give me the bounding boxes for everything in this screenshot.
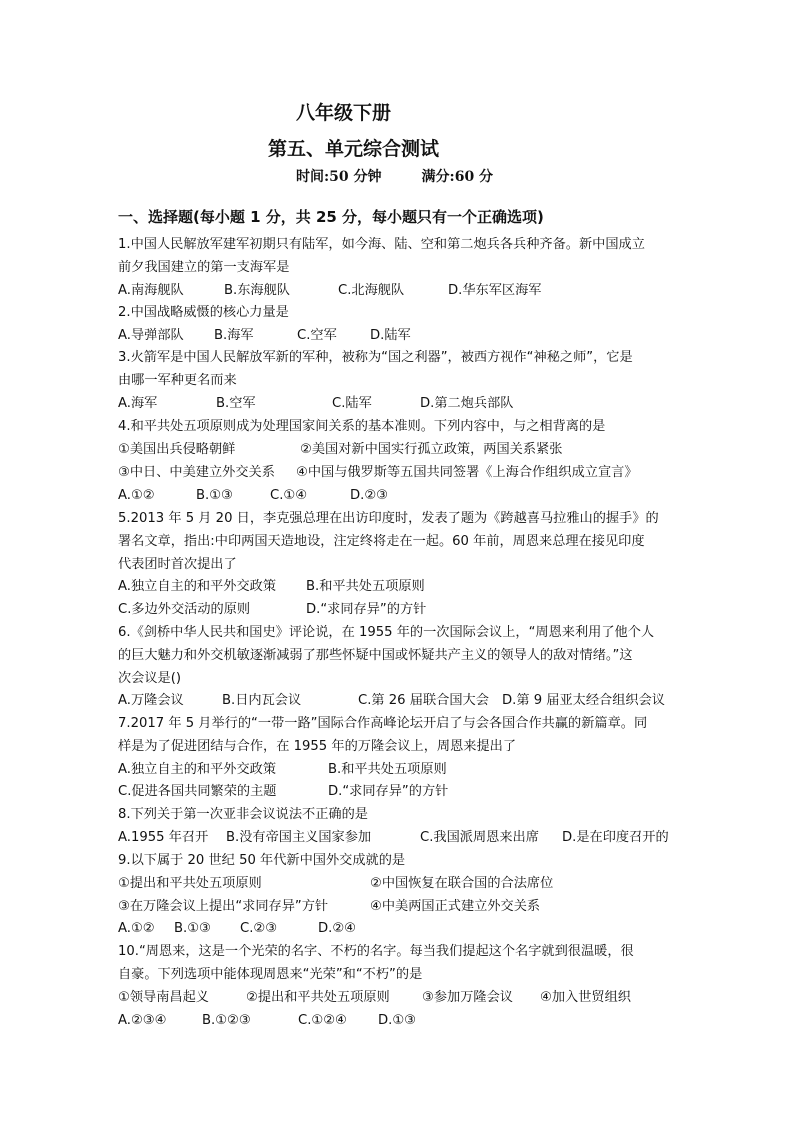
statement-item: ④加入世贸组织: [540, 990, 631, 1005]
option: A.①②: [118, 921, 155, 936]
option: C.促进各国共同繁荣的主题: [118, 784, 277, 799]
grade-title: 八年级下册: [296, 102, 392, 124]
question-text: 的巨大魅力和外交机敏逐渐减弱了那些怀疑中国或怀疑共产主义的领导人的敌对情绪。”这: [118, 648, 633, 663]
question-text: 由哪一军种更名而来: [118, 373, 237, 388]
full-score: 满分:60 分: [421, 169, 494, 185]
option: A.①②: [118, 488, 155, 503]
option: C.北海舰队: [338, 283, 405, 298]
option: C.陆军: [332, 396, 372, 411]
option: C.空军: [297, 328, 337, 343]
question-text: 自豪。下列选项中能体现周恩来“光荣”和“不朽”的是: [118, 967, 423, 982]
option: B.和平共处五项原则: [328, 762, 447, 777]
statement-item: ①提出和平共处五项原则: [118, 876, 262, 891]
option: C.多边外交活动的原则: [118, 602, 251, 617]
option: D.“求同存异”的方针: [306, 602, 427, 617]
option: C.①④: [270, 488, 308, 503]
question-text: 前夕我国建立的第一支海军是: [118, 260, 290, 275]
option: A.独立自主的和平外交政策: [118, 762, 277, 777]
question-text: 10.“周恩来，这是一个光荣的名字、不朽的名字。每当我们提起这个名字就到很温暖，很: [118, 944, 634, 959]
option: D.①③: [378, 1013, 416, 1028]
option: A.南海舰队: [118, 283, 184, 298]
option: A.②③④: [118, 1013, 167, 1028]
option: A.导弹部队: [118, 328, 184, 343]
option: B.日内瓦会议: [222, 693, 302, 708]
option: B.海军: [214, 328, 254, 343]
option: B.东海舰队: [224, 283, 290, 298]
option: A.海军: [118, 396, 158, 411]
statement-item: ③在万隆会议上提出“求同存异”方针: [118, 899, 329, 914]
option: B.①③: [174, 921, 211, 936]
question-text: 6.《剑桥中华人民共和国史》评论说，在 1955 年的一次国际会议上，“周恩来利用了他个人: [118, 625, 655, 640]
option: B.和平共处五项原则: [306, 579, 425, 594]
option: D.是在印度召开的: [562, 830, 669, 845]
option: D.②④: [318, 921, 356, 936]
statement-item: ①领导南昌起义: [118, 990, 209, 1005]
option: C.①②④: [298, 1013, 347, 1028]
option: C.我国派周恩来出席: [420, 830, 539, 845]
question-text: 1.中国人民解放军建军初期只有陆军，如今海、陆、空和第二炮兵各兵种齐备。新中国成立: [118, 237, 645, 252]
statement-item: ②提出和平共处五项原则: [246, 990, 390, 1005]
option: C.②③: [240, 921, 278, 936]
statement-item: ②中国恢复在联合国的合法席位: [370, 876, 554, 891]
time-limit: 时间:50 分钟: [296, 169, 382, 185]
statement-item: ④中国与俄罗斯等五国共同签署《上海合作组织成立宣言》: [296, 465, 638, 480]
question-text: 5.2013 年 5 月 20 日，李克强总理在出访印度时，发表了题为《跨越喜马拉雅山的握手》的: [118, 511, 659, 526]
question-text: 7.2017 年 5 月举行的“一带一路”国际合作高峰论坛开启了与会各国合作共赢的新篇章。同: [118, 716, 648, 731]
option: C.第 26 届联合国大会: [358, 693, 489, 708]
question-text: 8.下列关于第一次亚非会议说法不正确的是: [118, 807, 368, 822]
option: D.第二炮兵部队: [420, 396, 514, 411]
option: D.“求同存异”的方针: [328, 784, 449, 799]
statement-item: ②美国对新中国实行孤立政策，两国关系紧张: [300, 442, 563, 457]
statement-item: ④中美两国正式建立外交关系: [370, 899, 541, 914]
option: B.没有帝国主义国家参加: [226, 830, 372, 845]
question-text: 9.以下属于 20 世纪 50 年代新中国外交成就的是: [118, 853, 406, 868]
option: D.②③: [350, 488, 388, 503]
option: B.①③: [196, 488, 233, 503]
unit-title: 第五、单元综合测试: [268, 138, 440, 160]
question-text: 代表团时首次提出了: [118, 557, 237, 572]
option: D.陆军: [370, 328, 411, 343]
statement-item: ①美国出兵侵略朝鲜: [118, 442, 236, 457]
option: D.第 9 届亚太经合组织会议: [502, 693, 665, 708]
exam-meta: [296, 166, 493, 186]
option: A.万隆会议: [118, 693, 184, 708]
statement-item: ③参加万隆会议: [422, 990, 513, 1005]
option: B.空军: [216, 396, 256, 411]
statement-item: ③中日、中美建立外交关系: [118, 465, 275, 480]
question-text: 署名文章，指出:中印两国天造地设，注定终将走在一起。60 年前，周恩来总理在接见印度: [118, 534, 645, 549]
question-text: 样是为了促进团结与合作，在 1955 年的万隆会议上，周恩来提出了: [118, 739, 517, 754]
question-text: 2.中国战略威慑的核心力量是: [118, 305, 289, 320]
section-heading: 一、选择题(每小题 1 分，共 25 分，每小题只有一个正确选项): [118, 208, 544, 226]
question-text: 4.和平共处五项原则成为处理国家间关系的基本准则。下列内容中，与之相背离的是: [118, 419, 606, 434]
option: A.独立自主的和平外交政策: [118, 579, 277, 594]
option: D.华东军区海军: [448, 283, 542, 298]
question-text: 3.火箭军是中国人民解放军新的军种，被称为“国之利器”，被西方视作“神秘之师”，它是: [118, 350, 633, 365]
option: A.1955 年召开: [118, 830, 209, 845]
question-text: 次会议是(): [118, 671, 182, 686]
option: B.①②③: [202, 1013, 251, 1028]
